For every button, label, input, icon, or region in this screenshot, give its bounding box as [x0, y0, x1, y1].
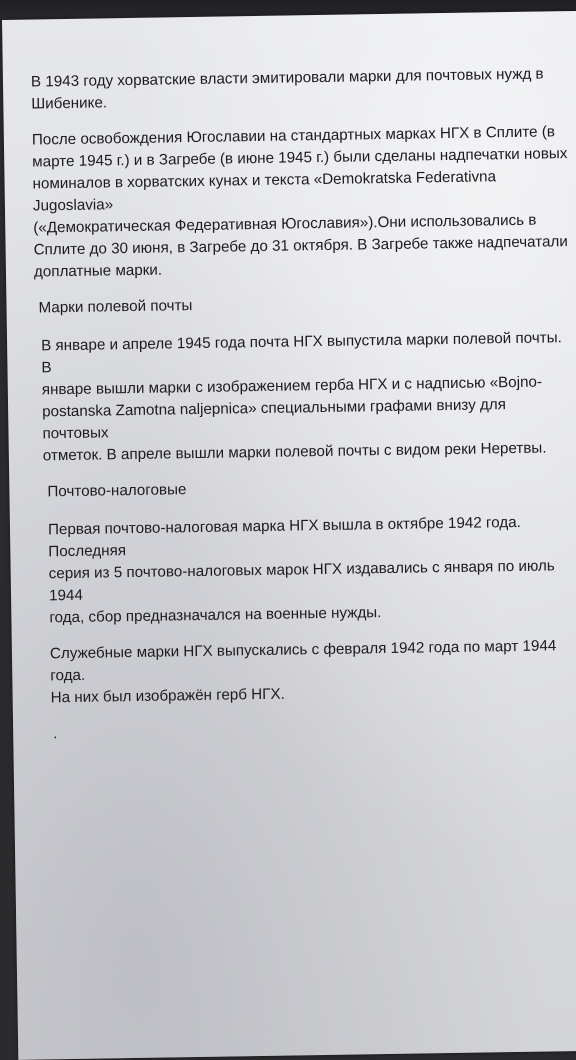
- document-body: [31, 63, 576, 745]
- heading-postal-tax: Почтово-налоговые: [47, 481, 187, 501]
- paragraph-official-stamps: Служебные марки НГХ выпускались с февраля 1942 года по март 1944 года. На них был изображён герб НГХ.: [49, 637, 557, 707]
- heading-field-post: Марки полевой почты: [38, 297, 193, 317]
- paragraph-liberation-overprints: После освобождения Югославии на стандартных марках НГХ в Сплите (в марте 1945 г.) и в Загребе (в июне 1945 г.) были сделаны надпечатки новых номиналов в хорватских кунах и текста «Demokratska Federativna Jugoslavia» («Демократическая Федеративная Югославия»).Они использовались в Сплите до 30 июня, в Загребе до 31 октября. В Загребе также надпечатали доплатные марки.: [31, 123, 568, 281]
- paragraph-postal-tax: Первая почтово-налоговая марка НГХ вышла в октябре 1942 года. Последняя серия из 5 почтово-налоговых марок НГХ издавались с января по июль 1944 года, сбор предназначался на военные нужды.: [47, 513, 555, 627]
- paragraph-sibenik: В 1943 году хорватские власти эмитировали марки для почтовых нужд в Шибенике.: [30, 65, 544, 113]
- trailing-dot: .: [53, 725, 58, 743]
- paragraph-field-post: В январе и апреле 1945 года почта НГХ выпустила марки полевой почты. В январе вышли марки с изображением герба НГХ и с надписью «Bojno- postanska Zamotna naljepnica» специальными графами внизу для почтовых отметок. В апреле вышли марки полевой почты с видом реки Неретвы.: [40, 329, 562, 465]
- paper-sheet: [2, 11, 576, 1060]
